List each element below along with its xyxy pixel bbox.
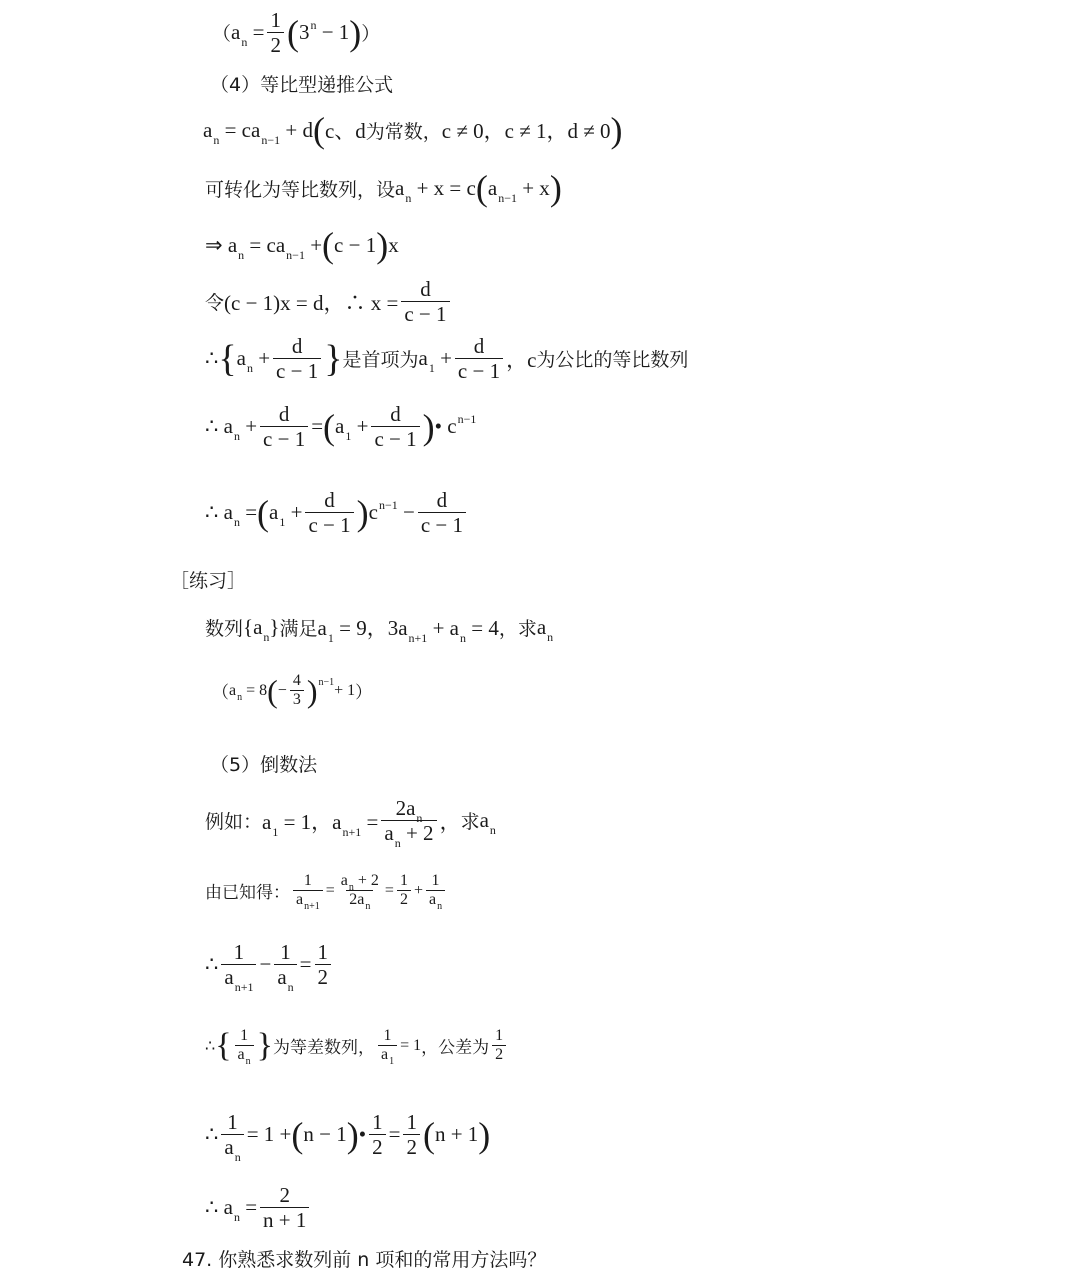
practice-label: ［练习］: [170, 570, 247, 592]
general-term-line-1: ∴ $a_n$ + $\frac{d}{c - 1}$ = ( $a_1$ + $\frac{d}{c - 1}$ ) • $c^{n-1}$: [205, 402, 477, 452]
paren-open: （: [212, 23, 232, 46]
convert-text: 可转化为等比数列，设: [205, 178, 396, 201]
first-term-text: 是首项为: [342, 349, 419, 372]
recurrence-formula: $a_n = ca_{n-1} + d$ ( c、d 为常数， c ≠ 0，c ≠ 1，d ≠ 0 ): [203, 110, 623, 150]
result-line-1: （ $a_n$ = $\frac{1}{2}$ ( $3^n - 1$ ) ）: [212, 8, 381, 58]
known-line: 由已知得： $\frac{1}{a_{n+1}}$ = $\frac{a_n + 2}{2a_n}$ = $\frac{1}{2}$ + $\frac{1}{a_n}$: [205, 872, 448, 910]
final-answer: ∴ $a_n$ = $\frac{2}{n + 1}$: [205, 1183, 312, 1232]
let-text: 令: [205, 292, 225, 315]
ratio-text: 为公比的等比数列: [536, 349, 689, 372]
let-line: 令 (c − 1)x = d，∴ x = $\frac{d}{c - 1}$: [205, 277, 453, 326]
geometric-sequence-line: ∴ { $a_n$ + $\frac{d}{c - 1}$ } 是首项为 $a_1$ + $\frac{d}{c - 1}$ ，c 为公比的等比数列: [205, 334, 689, 384]
practice-problem: 数列 $\{a_n\}$ 满足 $a_1 = 9$，$3a_{n+1} + a_n = 4$ ，求 $a_n$: [205, 614, 554, 645]
difference-line: ∴ $\frac{1}{a_{n+1}}$ − $\frac{1}{a_n}$ = $\frac{1}{2}$: [205, 940, 334, 989]
heading-5: （5）倒数法: [210, 754, 318, 776]
conversion-line: 可转化为等比数列，设 $a_n + x = c$ ( $a_{n-1} + x$ ): [205, 168, 562, 208]
arithmetic-line: ∴ { $\frac{1}{a_n}$ } 为等差数列， $\frac{1}{a_1}$ = 1 ，公差为 $\frac{1}{2}$: [205, 1027, 509, 1065]
heading-4: （4）等比型递推公式: [210, 74, 394, 96]
paren-close: ）: [361, 23, 381, 46]
implies-line: ⇒ $a_n = ca_{n-1}$ + ( c − 1 ) x: [205, 225, 399, 265]
formula-an: $a_n$ =: [231, 20, 265, 50]
practice-answer: （ $a_n = 8$ ( − $\frac{4}{3}$ ) n−1 + 1 ）: [212, 672, 373, 709]
reciprocal-general-term: ∴ $\frac{1}{a_n}$ = 1 + ( n − 1 ) • $\frac{1}{2}$ = $\frac{1}{2}$ ( n + 1 ): [205, 1110, 491, 1165]
question-47: 47. 你熟悉求数列前 n 项和的常用方法吗？: [182, 1249, 547, 1271]
fraction-half: $\frac{1}{2}$: [267, 8, 284, 57]
const-text: 为常数，: [365, 120, 442, 143]
example-line: 例如： $a_1 = 1$，$a_{n+1}$ = $\frac{2a_n}{a_n + 2}$ ， 求 $a_n$: [205, 796, 496, 851]
general-term-line-2: ∴ $a_n$ = ( $a_1$ + $\frac{d}{c - 1}$ ) $c^{n-1}$ − $\frac{d}{c - 1}$: [205, 488, 469, 537]
